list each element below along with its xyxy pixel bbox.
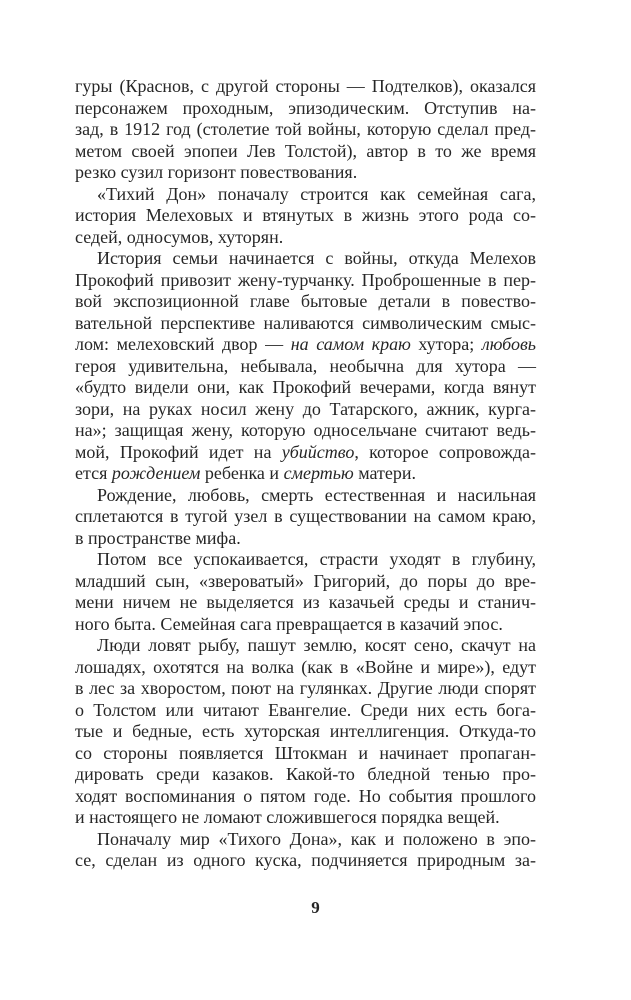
- text-segment: ходят воспоминания о пятом годе. Но события прошлого: [75, 785, 536, 806]
- italic-text: смертью: [283, 463, 354, 483]
- text-line: [75, 227, 536, 249]
- text-line: [75, 162, 536, 184]
- text-line: [75, 420, 536, 442]
- text-segment: Рождение, любовь, смерть естественная и насильная: [97, 484, 536, 505]
- text-segment: резко сузил горизонт повествования.: [75, 162, 358, 182]
- text-line: [75, 549, 536, 571]
- text-line: [75, 119, 536, 141]
- text-segment: «будто видели они, как Прокофий вечерами, когда вянут: [75, 377, 536, 397]
- text-segment: «Тихий Дон» поначалу строится как семейная сага,: [97, 183, 536, 204]
- text-line: [75, 614, 536, 636]
- text-segment: сплетаются в тугой узел в существовании на самом краю,: [75, 506, 536, 526]
- text-line: [75, 657, 536, 679]
- text-line: [75, 399, 536, 421]
- text-line: [75, 356, 536, 378]
- text-segment: ребенка и: [200, 463, 284, 483]
- text-segment: в лес за хворостом, поют на гулянках. Другие люди спорят: [75, 678, 536, 698]
- text-line: [75, 76, 536, 98]
- text-segment: на»; защищая жену, которую односельчане считают ведь-: [75, 420, 536, 440]
- text-segment: История семьи начинается с войны, откуда Мелехов: [97, 248, 536, 268]
- text-line: [75, 764, 536, 786]
- text-line: [75, 528, 536, 550]
- text-segment: зори, на руках носил жену до Татарского, ажник, курга-: [75, 398, 536, 419]
- text-segment: персонажем проходным, эпизодическим. Отступив на-: [75, 97, 536, 118]
- text-line: [75, 721, 536, 743]
- text-segment: , которое сопровожда-: [354, 441, 536, 462]
- text-segment: история Мелеховых и втянутых в жизнь этого рода со-: [75, 205, 536, 225]
- text-segment: вой экспозиционной главе бытовые детали в повество-: [75, 291, 536, 311]
- text-line: [75, 700, 536, 722]
- text-segment: младший сын, «звероватый» Григорий, до поры до вре-: [75, 570, 536, 591]
- text-segment: Потом все успокаивается, страсти уходят в глубину,: [97, 549, 536, 569]
- text-line: [75, 506, 536, 528]
- text-segment: седей, односумов, хуторян.: [75, 226, 284, 247]
- text-segment: мой, Прокофий идет на: [75, 441, 282, 462]
- text-segment: о Толстом или читают Евангелие. Среди них есть бога-: [75, 699, 536, 720]
- text-line: [75, 334, 536, 356]
- text-line: [75, 291, 536, 313]
- italic-text: убийство: [281, 441, 355, 462]
- text-line: [75, 463, 536, 485]
- text-line: [75, 184, 536, 206]
- text-line: [75, 98, 536, 120]
- text-segment: Поначалу мир «Тихого Дона», как и положено в эпо-: [97, 828, 536, 849]
- text-segment: со стороны появляется Штокман и начинает пропаган-: [75, 742, 536, 763]
- text-segment: се, сделан из одного куска, подчиняется природным за-: [75, 850, 536, 870]
- text-line: [75, 829, 536, 851]
- text-line: [75, 141, 536, 163]
- text-segment: Прокофий привозит жену-турчанку. Проброшенные в пер-: [75, 269, 536, 290]
- text-segment: лошадях, охотятся на волка (как в «Войне и мире»), едут: [75, 656, 536, 677]
- text-line: [75, 786, 536, 808]
- text-segment: вательной перспективе наливаются символическим смыс-: [75, 312, 536, 333]
- page-body-text: [75, 76, 536, 872]
- text-line: [75, 592, 536, 614]
- text-segment: матери.: [353, 463, 416, 483]
- text-line: [75, 635, 536, 657]
- text-segment: Люди ловят рыбу, пашут землю, косят сено, скачут на: [97, 635, 536, 655]
- text-line: [75, 377, 536, 399]
- text-segment: зад, в 1912 год (столетие той войны, которую сделал пред-: [75, 119, 536, 139]
- text-line: [75, 248, 536, 270]
- text-line: [75, 743, 536, 765]
- text-line: [75, 205, 536, 227]
- text-segment: и настоящего не ломают сложившегося порядка вещей.: [75, 807, 500, 827]
- text-line: [75, 270, 536, 292]
- text-segment: метом своей эпопеи Лев Толстой), автор в то же время: [75, 140, 536, 161]
- text-line: [75, 678, 536, 700]
- text-segment: дировать среди казаков. Какой-то бледной тенью про-: [75, 764, 536, 784]
- text-segment: хутора;: [410, 334, 482, 354]
- text-segment: мени ничем не выделяется из казачьей среды и станич-: [75, 592, 536, 612]
- text-segment: ного быта. Семейная сага превращается в казачий эпос.: [75, 613, 503, 634]
- text-line: [75, 485, 536, 507]
- text-line: [75, 807, 536, 829]
- text-line: [75, 850, 536, 872]
- italic-text: на самом краю: [290, 334, 411, 354]
- text-line: [75, 313, 536, 335]
- text-segment: лом: мелеховский двор —: [75, 334, 291, 354]
- text-line: [75, 442, 536, 464]
- text-segment: тые и бедные, есть хуторская интеллигенция. Откуда-то: [75, 721, 536, 741]
- text-segment: в пространстве мифа.: [75, 527, 241, 548]
- text-segment: ется: [75, 463, 112, 483]
- text-line: [75, 571, 536, 593]
- italic-text: любовь: [481, 334, 536, 354]
- text-segment: героя удивительна, небывала, необычна для хутора —: [75, 355, 536, 376]
- italic-text: рождением: [111, 463, 201, 483]
- text-segment: гуры (Краснов, с другой стороны — Подтелков), оказался: [75, 76, 536, 96]
- page-number: 9: [311, 898, 320, 917]
